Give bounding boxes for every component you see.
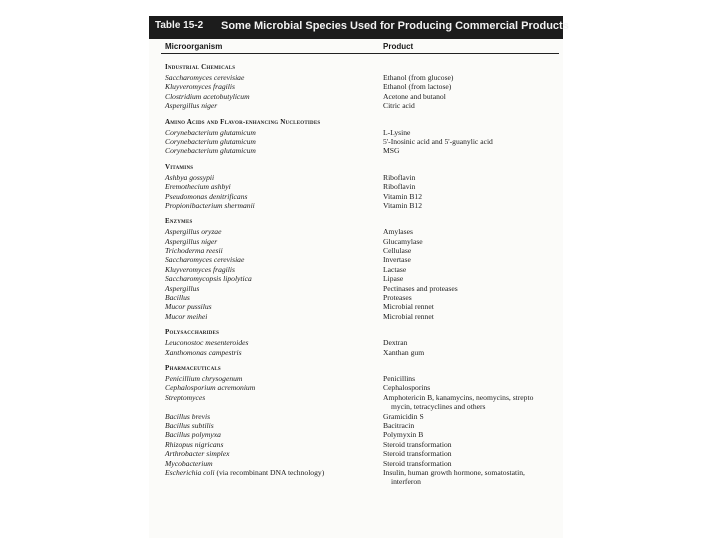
table-row [149,255,563,264]
organism-name: Aspergillus oryzae [165,227,222,237]
table-row [149,274,563,283]
table-row [149,374,563,383]
organism-cell [165,82,235,91]
product-cell [383,430,423,439]
organism-cell [165,237,217,246]
product-text: Cellulase [383,246,412,256]
table-title: Some Microbial Species Used for Producing Commercial Products [221,20,569,32]
organism-name: Saccharomyces cerevisiae [165,73,245,82]
table-row [149,338,563,347]
organism-cell [165,374,242,383]
organism-name: Kluyveromyces fragilis [165,264,235,274]
section-heading [149,62,563,73]
product-text: Citric acid [383,101,415,111]
organism-name: Ashbya gossypii [165,172,215,182]
header-rule [161,53,559,54]
organism-name: Rhizopus nigricans [165,439,224,449]
organism-cell [165,440,223,449]
organism-name: Bacillus brevis [165,411,211,421]
table-row [149,440,563,449]
section-heading-label: Vitamins [165,162,194,171]
section-heading [149,363,563,374]
table-row [149,421,563,430]
product-text: Ethanol (from glucose) [383,73,454,82]
product-cell [383,146,399,155]
product-text: Penicillins [383,373,416,383]
organism-cell [165,265,235,274]
organism-name: Kluyveromyces fragilis [165,82,235,92]
product-cell [383,284,458,293]
product-text: Steroid transformation [383,449,452,459]
organism-cell [165,459,213,468]
table-row [149,265,563,274]
table-row [149,192,563,201]
product-text: Lipase [383,274,404,284]
table-row [149,393,563,412]
organism-name: Bacillus polymyxa [165,430,221,440]
product-text: Riboflavin [383,172,416,182]
column-header-microorganism: Microorganism [165,42,223,51]
product-cell [383,459,452,468]
section-heading-label: Polysaccharides [165,328,220,337]
product-cell [383,237,423,246]
product-cell [383,383,430,392]
organism-name: Mucor pussilus [165,302,212,312]
table-row [149,293,563,302]
product-cell [383,73,453,82]
organism-cell [165,101,217,110]
organism-cell [165,338,248,347]
product-text: Invertase [383,255,411,265]
table-row [149,449,563,458]
product-cell [383,468,525,487]
product-text-continued: interferon [391,477,421,487]
organism-name: Cephalosporium acremonium [165,383,256,393]
product-cell [383,312,434,321]
organism-cell [165,192,247,201]
organism-name: Arthrobacter simplex [165,449,230,459]
product-cell [383,246,411,255]
table-row [149,284,563,293]
product-cell [383,128,410,137]
organism-name: Eremothecium ashbyi [165,182,231,192]
organism-cell [165,173,214,182]
product-text: Lactase [383,264,407,274]
product-text: Pectinases and proteases [383,283,458,293]
column-header-product: Product [383,42,414,51]
product-cell [383,227,413,236]
section-heading-label: Enzymes [165,217,193,226]
table-body [149,62,563,487]
organism-note: (via recombinant DNA technology) [214,467,325,477]
table-number: Table 15-2 [155,20,204,31]
product-text: Steroid transformation [383,458,452,468]
section-heading [149,162,563,173]
section-heading-label: Industrial Chemicals [165,63,236,71]
product-cell [383,348,424,357]
table-row [149,348,563,357]
organism-name: Escherichia coli [165,467,215,477]
organism-name: Trichoderma reesii [165,246,223,256]
product-cell [383,449,452,458]
product-cell [383,82,451,91]
organism-cell [165,393,205,402]
table-row [149,137,563,146]
section-heading-label: Amino Acids and Flavor-enhancing Nucleotides [165,117,321,126]
table-row [149,430,563,439]
product-cell [383,302,434,311]
table-row [149,146,563,155]
organism-cell [165,412,210,421]
organism-name: Corynebacterium glutamicum [165,136,256,146]
product-text-continued: mycin, tetracyclines and others [391,402,486,412]
table-row [149,73,563,82]
table-row [149,92,563,101]
organism-name: Corynebacterium glutamicum [165,127,256,137]
product-text: Dextran [383,338,408,348]
organism-cell [165,92,250,101]
table-row [149,128,563,137]
section-heading [149,117,563,128]
product-text: Proteases [383,293,412,303]
product-text: Amphotericin B, kanamycins, neomycins, strepto [383,392,534,402]
product-text: 5'-Inosinic acid and 5'-guanylic acid [383,136,493,146]
product-text: Acetone and butanol [383,91,446,101]
product-text: Glucamylase [383,236,423,246]
product-text: Insulin, human growth hormone, somatostatin, [383,467,525,477]
product-cell [383,192,422,201]
product-text: Ethanol (from lactose) [383,82,452,92]
organism-name: Streptomyces [165,392,206,402]
product-text: Polymyxin B [383,430,424,440]
product-text: Microbial rennet [383,302,434,312]
product-text: Bacitracin [383,420,415,430]
product-cell [383,182,415,191]
organism-name: Aspergillus niger [165,101,218,111]
product-text: Cephalosporins [383,383,431,393]
organism-cell [165,284,199,293]
product-text: Steroid transformation [383,439,452,449]
table-row [149,246,563,255]
organism-name: Xanthomonas campestris [165,347,242,357]
product-cell [383,440,452,449]
table-row [149,468,563,487]
organism-name: Saccharomycopsis lipolytica [165,274,252,284]
product-text: Amylases [383,227,413,237]
product-cell [383,412,424,421]
organism-cell [165,137,256,146]
organism-name: Bacillus subtilis [165,420,214,430]
organism-cell [165,348,242,357]
table-row [149,227,563,236]
section-heading [149,327,563,338]
table-row [149,459,563,468]
product-cell [383,274,403,283]
product-cell [383,101,415,110]
organism-cell [165,449,229,458]
organism-name: Aspergillus niger [165,236,218,246]
organism-name: Aspergillus [165,283,200,293]
organism-cell [165,246,223,255]
product-cell [383,421,414,430]
section-heading [149,216,563,227]
table-row [149,302,563,311]
document-page [149,16,569,538]
organism-name: Clostridium acetobutylicum [165,91,250,101]
organism-name: Leuconostoc mesenteroides [165,338,249,348]
organism-cell [165,128,256,137]
product-text: L-Lysine [383,127,411,137]
organism-cell [165,430,221,439]
table-row [149,383,563,392]
organism-name: Propionibacterium shermanii [165,200,255,210]
product-cell [383,137,493,146]
table-row [149,237,563,246]
organism-cell [165,146,256,155]
product-text: Xanthan gum [383,347,425,357]
organism-cell [165,255,244,264]
section-heading-label: Pharmaceuticals [165,363,221,372]
product-cell [383,374,415,383]
product-text: Riboflavin [383,182,416,192]
table-title-bar [149,16,569,39]
product-text: MSG [383,146,400,156]
organism-name: Saccharomyces cerevisiae [165,255,245,265]
product-text: Microbial rennet [383,311,434,321]
product-cell [383,338,407,347]
organism-cell [165,274,252,283]
organism-cell [165,302,212,311]
organism-cell [165,468,324,477]
product-cell [383,393,533,412]
organism-cell [165,201,255,210]
product-cell [383,265,406,274]
organism-cell [165,293,190,302]
organism-name: Corynebacterium glutamicum [165,146,256,156]
organism-cell [165,73,244,82]
table-row [149,201,563,210]
organism-cell [165,227,221,236]
product-cell [383,92,446,101]
organism-name: Mucor meihei [165,311,208,321]
organism-name: Bacillus [165,293,190,303]
organism-name: Mycobacterium [165,458,213,468]
product-text: Gramicidin S [383,411,424,421]
product-text: Vitamin B12 [383,191,422,201]
organism-name: Penicillium chrysogenum [165,373,243,383]
product-cell [383,255,411,264]
table-row [149,101,563,110]
table-row [149,312,563,321]
table-row [149,412,563,421]
product-cell [383,293,412,302]
organism-cell [165,383,255,392]
table-row [149,173,563,182]
product-text: Vitamin B12 [383,200,422,210]
organism-cell [165,312,207,321]
product-cell [383,173,415,182]
organism-cell [165,182,231,191]
product-cell [383,201,422,210]
organism-name: Pseudomonas denitrificans [165,191,248,201]
table-row [149,82,563,91]
table-row [149,182,563,191]
organism-cell [165,421,214,430]
